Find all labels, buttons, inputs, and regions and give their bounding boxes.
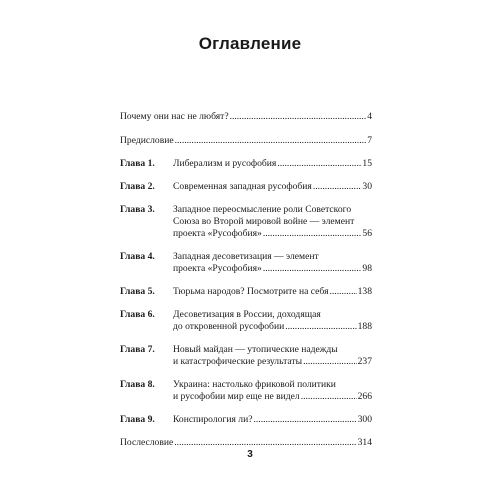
toc-entry-body [120, 111, 372, 123]
toc-entry[interactable] [120, 111, 372, 123]
page-number: 3 [247, 449, 253, 460]
toc-entry-last-line [173, 263, 372, 275]
toc-entry-title-line: Послесловие [120, 437, 174, 448]
toc-entry-title-line: Тюрьма народов? Посмотрите на себя [173, 286, 329, 297]
toc-entry-title-line: Предисловие [120, 135, 174, 146]
toc-entry-title-line: Либерализм и русофобия [173, 158, 277, 169]
dot-leader [330, 286, 357, 298]
toc-chapter-label: Глава 7. [120, 344, 155, 355]
toc-page-number: 138 [357, 286, 372, 297]
dot-leader [175, 135, 367, 147]
toc-page-number: 7 [367, 135, 372, 146]
toc-entry-body [173, 309, 372, 333]
toc-chapter-label: Глава 2. [120, 181, 155, 192]
dot-leader [303, 356, 357, 368]
toc-entry-last-line [120, 135, 372, 147]
toc-entry[interactable] [120, 251, 372, 275]
toc-entry-body [173, 204, 372, 240]
dot-leader [313, 181, 362, 193]
toc-entry-last-line [120, 437, 372, 449]
toc-entry-body [173, 286, 372, 298]
toc-entry[interactable] [120, 309, 372, 333]
toc-entry[interactable] [120, 437, 372, 449]
toc-chapter-label: Глава 5. [120, 286, 155, 297]
dot-leader [277, 158, 361, 170]
toc-entry-title-line: Союза во Второй мировой войне — элемент [173, 216, 355, 227]
toc-page-number: 237 [357, 356, 372, 367]
toc-entry-title-line: Современная западная русофобия [173, 181, 312, 192]
toc-entry[interactable] [120, 379, 372, 403]
toc-entry-body [173, 158, 372, 170]
toc-entry-title-line: Конспирология ли? [173, 414, 253, 425]
toc-entry-title-line: до откровенной русофобии [173, 321, 285, 332]
toc-entry-title-line: Десоветизация в России, доходящая [173, 309, 321, 320]
toc-entry-title-line: Почему они нас не любят? [120, 111, 229, 122]
dot-leader [263, 228, 362, 240]
toc-entry-body [120, 135, 372, 147]
toc-page-number: 30 [362, 181, 372, 192]
toc-entry-body [173, 251, 372, 275]
toc-entry-last-line [173, 181, 372, 193]
table-of-contents [120, 111, 372, 449]
toc-entry-last-line [173, 321, 372, 333]
toc-page-number: 266 [357, 391, 372, 402]
toc-page-number: 314 [357, 437, 372, 448]
toc-chapter-label: Глава 6. [120, 309, 155, 320]
dot-leader [263, 263, 362, 275]
toc-entry-last-line [173, 391, 372, 403]
toc-page-number: 188 [357, 321, 372, 332]
dot-leader [174, 437, 356, 449]
toc-chapter-label: Глава 4. [120, 251, 155, 262]
toc-entry[interactable] [120, 181, 372, 193]
toc-entry-title-line: и русофобии мир еще не видел [173, 391, 300, 402]
toc-entry-body [173, 181, 372, 193]
toc-entry-title-line: Западная десоветизация — элемент [173, 251, 319, 262]
toc-page-number: 98 [362, 263, 372, 274]
toc-chapter-label: Глава 8. [120, 379, 155, 390]
toc-page-number: 300 [357, 414, 372, 425]
toc-chapter-label: Глава 3. [120, 204, 155, 215]
page-title: Оглавление [198, 34, 302, 53]
toc-entry[interactable] [120, 204, 372, 240]
toc-entry-title-line: Новый майдан — утопические надежды [173, 344, 338, 355]
dot-leader [285, 321, 356, 333]
toc-entry-last-line [120, 111, 372, 123]
dot-leader [301, 391, 357, 403]
toc-entry-body [173, 344, 372, 368]
toc-chapter-label: Глава 9. [120, 414, 155, 425]
toc-entry[interactable] [120, 158, 372, 170]
toc-entry-last-line [173, 228, 372, 240]
toc-page-number: 56 [362, 228, 372, 239]
toc-entry[interactable] [120, 414, 372, 426]
toc-page-number: 15 [362, 158, 372, 169]
toc-entry-body [120, 437, 372, 449]
toc-entry-title-line: проекта «Русофобия» [173, 263, 262, 274]
toc-entry-last-line [173, 158, 372, 170]
toc-entry[interactable] [120, 286, 372, 298]
toc-entry-title-line: Западное переосмысление роли Советского [173, 204, 352, 215]
toc-entry[interactable] [120, 135, 372, 147]
toc-entry[interactable] [120, 344, 372, 368]
toc-entry-body [173, 414, 372, 426]
toc-entry-last-line [173, 286, 372, 298]
toc-entry-last-line [173, 356, 372, 368]
toc-entry-title-line: и катастрофические результаты [173, 356, 303, 367]
toc-entry-last-line [173, 414, 372, 426]
dot-leader [230, 111, 367, 123]
toc-page-number: 4 [367, 111, 372, 122]
dot-leader [254, 414, 357, 426]
toc-entry-body [173, 379, 372, 403]
toc-entry-title-line: Украина: настолько фриковой политики [173, 379, 336, 390]
toc-entry-title-line: проекта «Русофобия» [173, 228, 262, 239]
toc-chapter-label: Глава 1. [120, 158, 155, 169]
